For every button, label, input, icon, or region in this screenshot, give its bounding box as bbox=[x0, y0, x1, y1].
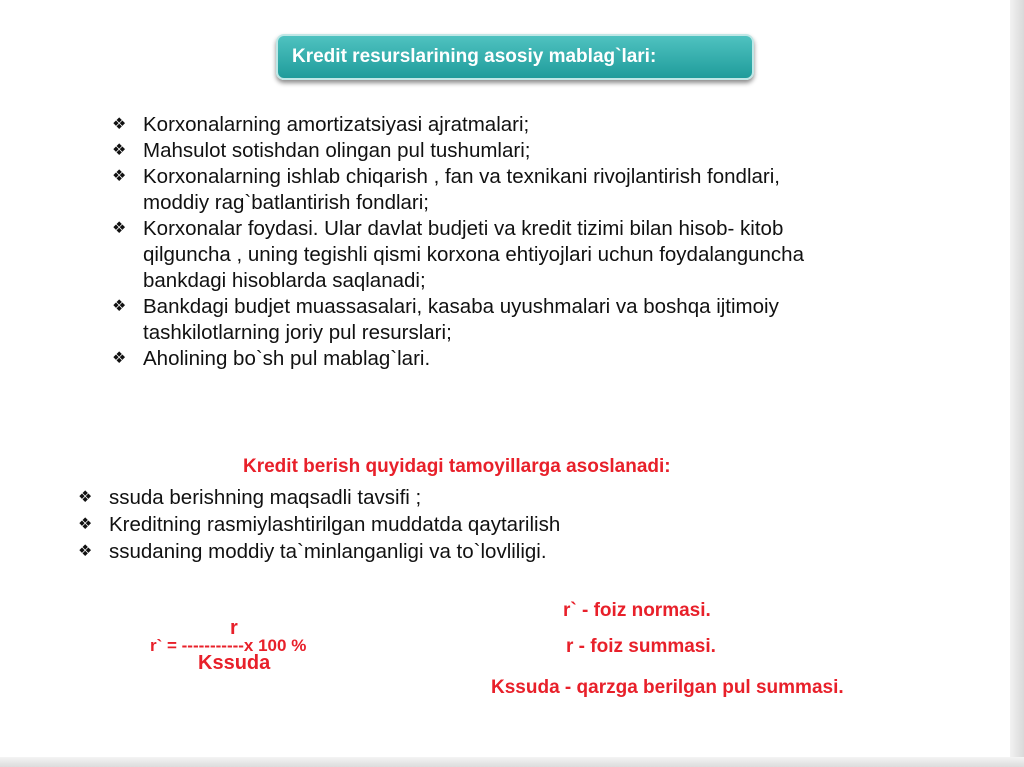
slide-frame-bottom bbox=[0, 757, 1024, 767]
list-item-text: Korxonalarning ishlab chiqarish , fan va texnikani rivojlantirish fondlari, bbox=[143, 165, 780, 188]
formula-numerator: r bbox=[230, 617, 238, 639]
list-item-text: Aholining bo`sh pul mablag`lari. bbox=[143, 347, 431, 370]
formula-denominator: Kssuda bbox=[198, 652, 271, 674]
principles-heading: Kredit berish quyidagi tamoyillarga asoslanadi: bbox=[243, 456, 671, 477]
slide-title: Kredit resurslarining asosiy mablag`lari: bbox=[276, 34, 754, 80]
diamond-bullet-icon: ❖ bbox=[112, 350, 127, 367]
principles-list bbox=[78, 484, 778, 565]
diamond-bullet-icon: ❖ bbox=[78, 543, 93, 560]
diamond-bullet-icon: ❖ bbox=[112, 220, 127, 237]
legend-rate: r` - foiz normasi. bbox=[563, 600, 711, 621]
list-item-text: Kreditning rasmiylashtirilgan muddatda qaytarilish bbox=[109, 513, 561, 536]
diamond-bullet-icon: ❖ bbox=[78, 489, 93, 506]
list-item bbox=[112, 216, 942, 294]
diamond-bullet-icon: ❖ bbox=[112, 142, 127, 159]
list-item-text: ssudaning moddiy ta`minlanganligi va to`lovliligi. bbox=[109, 540, 547, 563]
list-item bbox=[112, 294, 942, 346]
list-item-text: moddiy rag`batlantirish fondlari; bbox=[143, 191, 429, 214]
list-item bbox=[78, 484, 778, 511]
legend-interest: r - foiz summasi. bbox=[566, 636, 716, 657]
list-item-text: bankdagi hisoblarda saqlanadi; bbox=[143, 269, 426, 292]
list-item bbox=[112, 138, 942, 164]
diamond-bullet-icon: ❖ bbox=[112, 116, 127, 133]
list-item bbox=[112, 346, 942, 372]
list-item-text: Korxonalarning amortizatsiyasi ajratmalari; bbox=[143, 113, 530, 136]
list-item-text: qilguncha , uning tegishli qismi korxona ehtiyojlari uchun foydalanguncha bbox=[143, 243, 804, 266]
list-item-text: Mahsulot sotishdan olingan pul tushumlari; bbox=[143, 139, 531, 162]
list-item-text: ssuda berishning maqsadli tavsifi ; bbox=[109, 486, 422, 509]
list-item bbox=[112, 164, 942, 216]
diamond-bullet-icon: ❖ bbox=[112, 298, 127, 315]
list-item-text: Korxonalar foydasi. Ular davlat budjeti va kredit tizimi bilan hisob- kitob bbox=[143, 217, 784, 240]
diamond-bullet-icon: ❖ bbox=[78, 516, 93, 533]
sources-list bbox=[112, 112, 942, 372]
list-item-text: Bankdagi budjet muassasalari, kasaba uyushmalari va boshqa ijtimoiy bbox=[143, 295, 779, 318]
list-item-text: tashkilotlarning joriy pul resurslari; bbox=[143, 321, 452, 344]
list-item bbox=[112, 112, 942, 138]
formula-left-side: r` = -----------x 100 % bbox=[150, 636, 307, 655]
slide-frame-right bbox=[1010, 0, 1024, 767]
legend-loan-amount: Kssuda - qarzga berilgan pul summasi. bbox=[491, 677, 844, 698]
list-item bbox=[78, 538, 778, 565]
diamond-bullet-icon: ❖ bbox=[112, 168, 127, 185]
list-item bbox=[78, 511, 778, 538]
